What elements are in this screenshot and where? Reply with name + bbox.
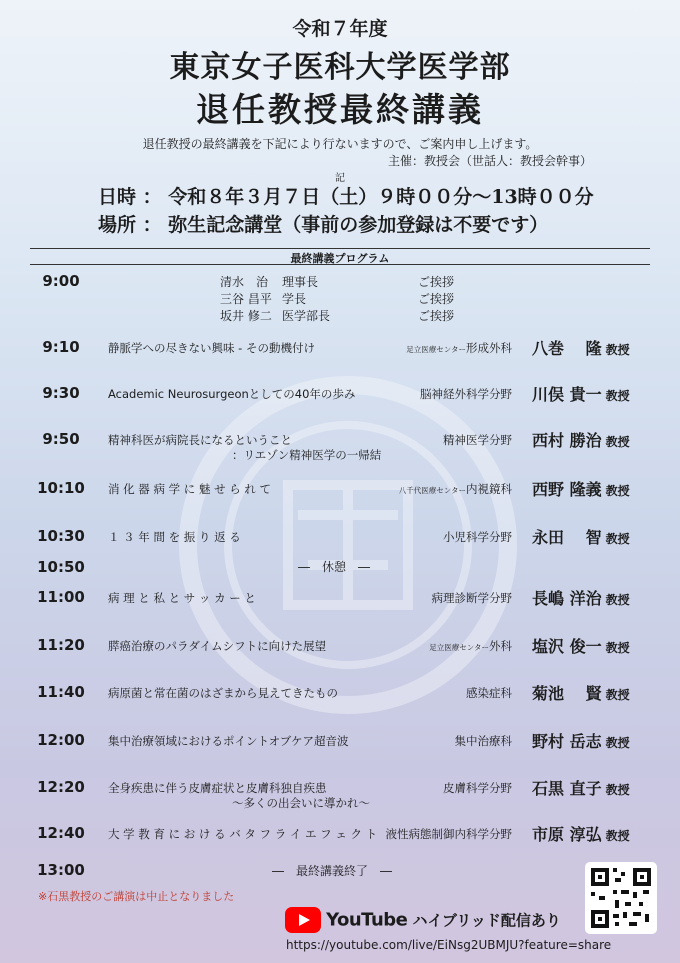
greeting-action: ご挨拶 (418, 292, 455, 306)
program-heading: 最終講義プログラム (290, 252, 390, 265)
lecture-department (443, 432, 512, 448)
department-name: 皮膚科学分野 (443, 781, 512, 795)
lecturer-name: 市原 淳弘 (532, 825, 602, 844)
lecturer (532, 477, 630, 500)
lecturer-rank: 教授 (605, 484, 630, 498)
department-center: 八千代医療センター (398, 486, 466, 495)
lecturer (532, 382, 630, 405)
lecture-time: 9:30 (42, 384, 80, 402)
lecturer-rank: 教授 (605, 641, 630, 655)
lecture-time: 10:10 (37, 479, 85, 497)
youtube-url[interactable]: https://youtube.com/live/EiNsg2UBMJU?feature=share (286, 938, 612, 952)
greeting-name: 坂井 修二 (220, 309, 272, 323)
lecturer-name: 西村 勝治 (532, 431, 602, 450)
lecture-time: 9:10 (42, 338, 80, 356)
lecture-title: 消 化 器 病 学 に 魅 せ ら れ て (108, 482, 272, 496)
department-name: 脳神経外科学分野 (420, 387, 512, 401)
lecture-title: １ ３ 年 間 を 振 り 返 る (108, 530, 241, 544)
era-heading: 令和７年度 (292, 18, 388, 40)
lecturer-rank: 教授 (605, 389, 630, 403)
lecturer-name: 塩沢 俊一 (532, 637, 602, 656)
lecturer-name: 八巻 隆 (532, 339, 602, 358)
lecture-department (432, 590, 513, 606)
venue-line: 場所 ： 弥生記念講堂（事前の参加登録は不要です） (98, 214, 549, 236)
youtube-play-icon (285, 907, 321, 933)
youtube-banner[interactable] (285, 907, 561, 933)
lecturer-name: 長嶋 洋治 (532, 589, 602, 608)
university-seal-watermark (168, 365, 528, 725)
ki-mark: 記 (335, 173, 345, 184)
datetime-line: 日時 ： 令和８年３月７日（土）９時００分～13時００分 (98, 186, 594, 208)
lecture-title: 精神科医が病院長になるということ (108, 433, 292, 447)
lecture-title: 静脈学への尽きない興味 - その動機付け (108, 341, 315, 355)
department-name: 外科 (489, 639, 512, 653)
intro-text: 退任教授の最終講義を下記により行ないますので、ご案内申し上げます。 (142, 137, 538, 151)
lecture-subtitle: ～多くの出会いに導かれ～ (232, 796, 370, 810)
department-name: 液性病態制御内科学分野 (385, 827, 512, 841)
lecture-time: 12:40 (37, 824, 85, 842)
lecture-title: 大 学 教 育 に お け る バ タ フ ラ イ エ フ ェ ク ト (108, 827, 378, 841)
lecture-time: 11:20 (37, 636, 85, 654)
lecturer-rank: 教授 (605, 532, 630, 546)
department-name: 病理診断学分野 (431, 591, 512, 605)
lecturer (532, 586, 630, 609)
hybrid-label: ハイブリッド配信あり (412, 911, 561, 930)
lecturer (532, 336, 630, 359)
greeting-role: 学長 (282, 292, 307, 306)
lecturer-name: 野村 岳志 (532, 732, 602, 751)
lecturer (532, 681, 630, 704)
lecture-time: 10:30 (37, 527, 85, 545)
lecture-title: Academic Neurosurgeonとしての40年の歩み (108, 387, 356, 401)
lecture-department (466, 685, 512, 701)
lecture-department (386, 826, 513, 842)
lecturer-rank: 教授 (605, 688, 630, 702)
program-header-rule (30, 264, 650, 265)
lecturer-name: 西野 隆義 (532, 480, 602, 499)
break-label: ― 休憩 ― (298, 560, 371, 574)
lecture-time: 12:00 (37, 731, 85, 749)
lecture-department (420, 386, 512, 402)
greeting-role: 理事長 (282, 275, 319, 289)
end-label: ― 最終講義終了 ― (272, 864, 393, 878)
department-name: 内視鏡科 (466, 482, 512, 496)
greeting-action: ご挨拶 (418, 309, 455, 323)
lecturer-rank: 教授 (605, 736, 630, 750)
lecture-title: 膵癌治療のパラダイムシフトに向けた展望 (108, 639, 327, 653)
lecture-time: 12:20 (37, 778, 85, 796)
lecture-department (399, 481, 512, 497)
break-time: 10:50 (37, 558, 85, 576)
sponsor-text: 主催：教授会（世話人：教授会幹事） (387, 154, 592, 168)
lecture-department (406, 340, 512, 356)
lecture-title: 退任教授最終講義 (196, 90, 484, 129)
department-name: 精神医学分野 (443, 433, 512, 447)
program-top-rule (30, 248, 650, 249)
greeting-name: 三谷 昌平 (220, 292, 272, 306)
lecture-time: 11:40 (37, 683, 85, 701)
lecturer (532, 525, 630, 548)
lecture-subtitle: ：リエゾン精神医学の一帰結 (232, 448, 382, 462)
lecturer-name: 川俣 貴一 (532, 385, 602, 404)
lecturer-rank: 教授 (605, 343, 630, 357)
lecture-department (455, 733, 513, 749)
department-name: 小児科学分野 (443, 530, 512, 544)
cancellation-note: ※石黒教授のご講演は中止となりました (38, 890, 235, 903)
lecturer (532, 729, 630, 752)
department-center: 足立医療センター (406, 345, 466, 354)
university-name: 東京女子医科大学医学部 (169, 50, 511, 85)
department-name: 形成外科 (466, 341, 512, 355)
lecture-time: 9:50 (42, 430, 80, 448)
department-center: 足立医療センター (429, 643, 489, 652)
qr-code-icon[interactable] (585, 862, 657, 934)
department-name: 感染症科 (466, 686, 512, 700)
end-time: 13:00 (37, 861, 85, 879)
lecturer-name: 石黒 直子 (532, 779, 602, 798)
lecture-title: 病 理 と 私 と サ ッ カ ー と (108, 591, 256, 605)
lecturer-rank: 教授 (605, 783, 630, 797)
lecturer (532, 634, 630, 657)
department-name: 集中治療科 (454, 734, 512, 748)
lecture-title: 病原菌と常在菌のはざまから見えてきたもの (108, 686, 338, 700)
lecture-department (443, 780, 512, 796)
lecturer-rank: 教授 (605, 593, 630, 607)
greeting-action: ご挨拶 (418, 275, 455, 289)
lecture-department (443, 529, 512, 545)
youtube-wordmark: YouTube (326, 909, 408, 931)
lecturer-name: 永田 智 (532, 528, 602, 547)
lecture-department (429, 638, 512, 654)
lecturer-rank: 教授 (605, 435, 630, 449)
lecture-time: 11:00 (37, 588, 85, 606)
lecture-title: 全身疾患に伴う皮膚症状と皮膚科独自疾患 (108, 781, 327, 795)
lecturer-rank: 教授 (605, 829, 630, 843)
lecturer-name: 菊池 賢 (532, 684, 602, 703)
greeting-time: 9:00 (42, 272, 80, 290)
greeting-role: 医学部長 (282, 309, 331, 323)
lecturer (532, 822, 630, 845)
lecturer (532, 428, 630, 451)
greeting-name: 清水 治 (220, 275, 269, 289)
lecturer (532, 776, 630, 799)
lecture-title: 集中治療領域におけるポイントオブケア超音波 (108, 734, 349, 748)
